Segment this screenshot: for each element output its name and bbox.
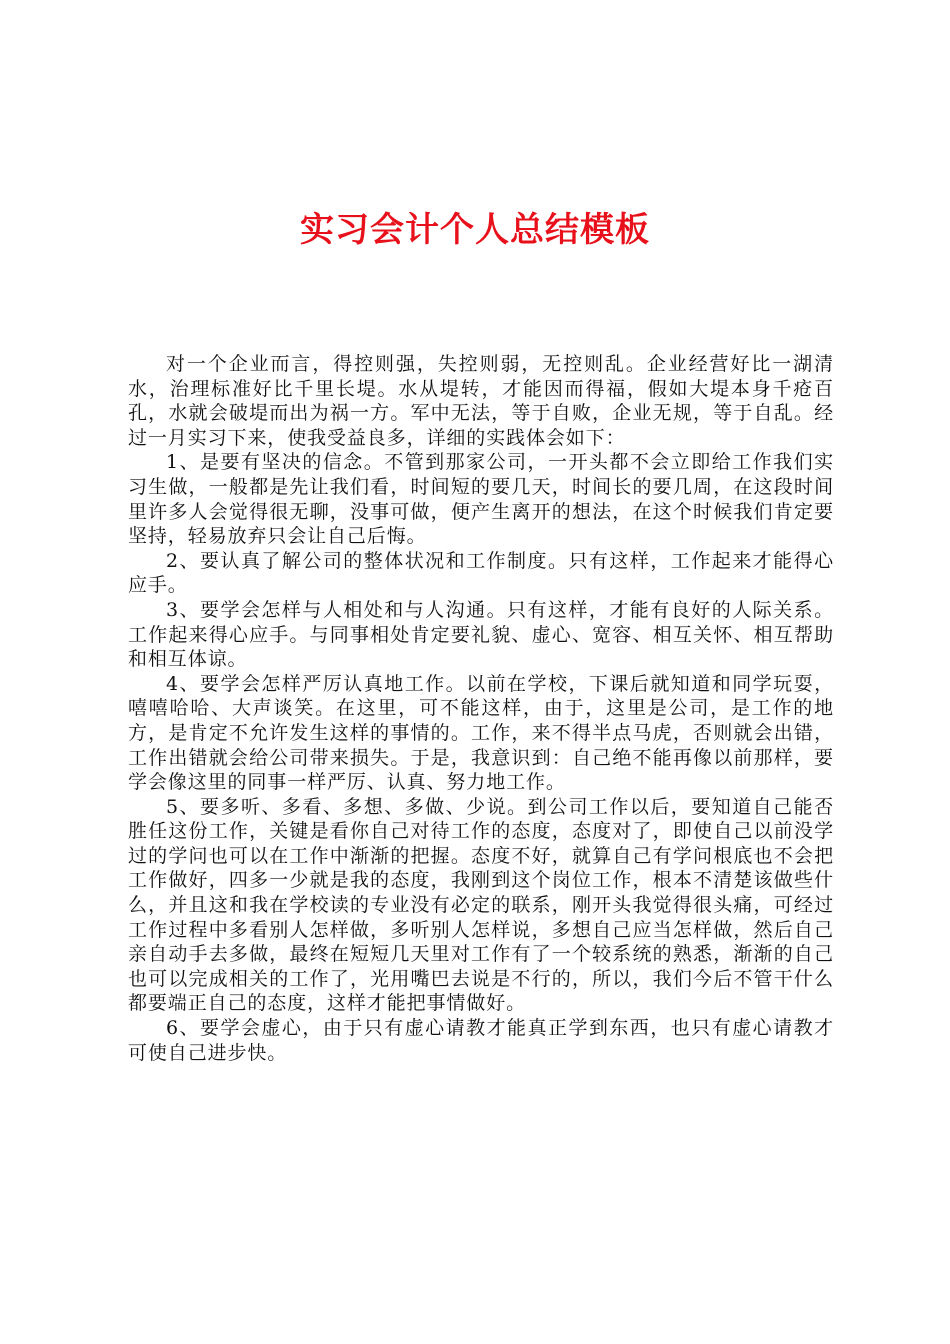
point-4-paragraph: 4、要学会怎样严厉认真地工作。以前在学校，下课后就知道和同学玩耍，嘻嘻哈哈、大声谈笑。在这里，可不能这样，由于，这里是公司，是工作的地方，是肯定不允许发生这样的事情的。工作，来不得半点马虎，否则就会出错，工作出错就会给公司带来损失。于是，我意识到：自己绝不能再像以前那样，要学会像这里的同事一样严厉、认真、努力地工作。 — [128, 672, 834, 794]
document-body — [128, 352, 834, 1065]
document-title: 实习会计个人总结模板 — [300, 210, 650, 250]
point-3-paragraph: 3、要学会怎样与人相处和与人沟通。只有这样，才能有良好的人际关系。工作起来得心应手。与同事相处肯定要礼貌、虚心、宽容、相互关怀、相互帮助和相互体谅。 — [128, 598, 834, 671]
point-6-paragraph: 6、要学会虚心，由于只有虚心请教才能真正学到东西，也只有虚心请教才可使自己进步快。 — [128, 1017, 834, 1064]
point-5-paragraph: 5、要多听、多看、多想、多做、少说。到公司工作以后，要知道自己能否胜任这份工作，关键是看你自己对待工作的态度，态度对了，即使自己以前没学过的学问也可以在工作中渐渐的把握。态度不好，就算自己有学问根底也不会把工作做好，四多一少就是我的态度，我刚到这个岗位工作，根本不清楚该做些什么，并且这和我在学校读的专业没有必定的联系，刚开头我觉得很头痛，可经过工作过程中多看别人怎样做，多听别人怎样说，多想自己应当怎样做，然后自己亲自动手去多做，最终在短短几天里对工作有了一个较系统的熟悉，渐渐的自己也可以完成相关的工作了，光用嘴巴去说是不行的，所以，我们今后不管干什么都要端正自己的态度，这样才能把事情做好。 — [128, 795, 834, 1015]
point-2-paragraph: 2、要认真了解公司的整体状况和工作制度。只有这样，工作起来才能得心应手。 — [128, 549, 834, 597]
point-1-paragraph: 1、是要有坚决的信念。不管到那家公司，一开头都不会立即给工作我们实习生做，一般都是先让我们看，时间短的要几天，时间长的要几周，在这段时间里许多人会觉得很无聊，没事可做，便产生离开的想法，在这个时候我们肯定要坚持，轻易放弃只会让自己后悔。 — [128, 451, 834, 548]
intro-paragraph: 对一个企业而言，得控则强，失控则弱，无控则乱。企业经营好比一湖清水，治理标准好比千里长堤。水从堤转，才能因而得福，假如大堤本身千疮百孔，水就会破堤而出为祸一方。军中无法，等于自败，企业无规，等于自乱。经过一月实习下来，使我受益良多，详细的实践体会如下： — [128, 353, 834, 449]
